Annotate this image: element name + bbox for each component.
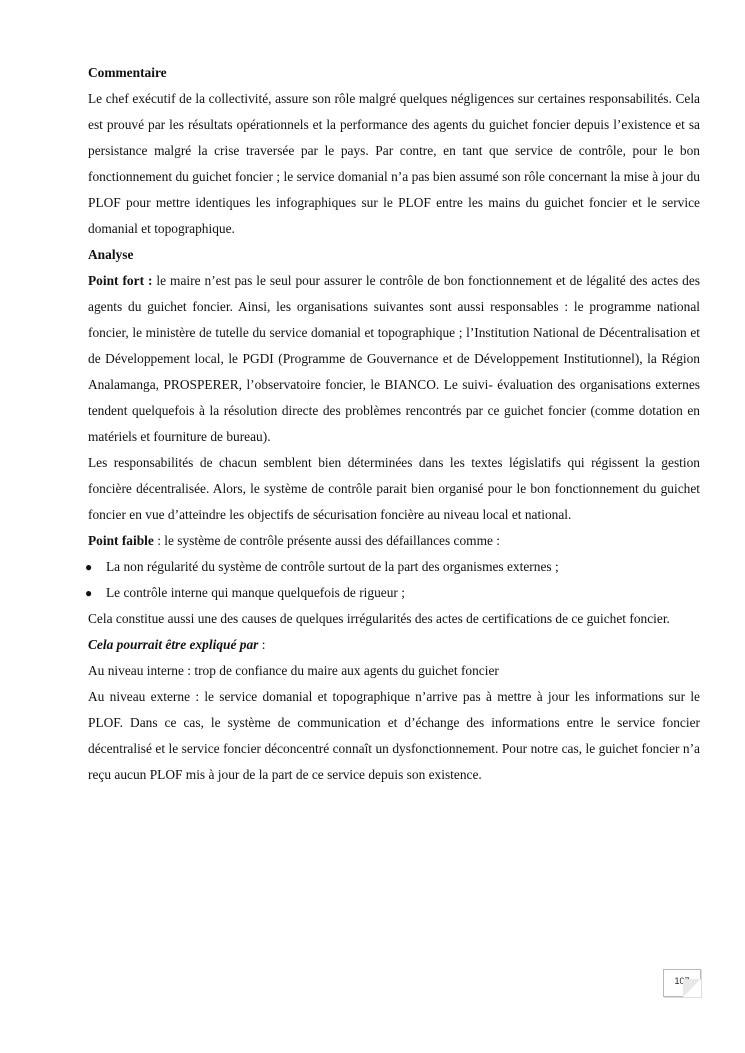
list-item [85, 580, 700, 606]
explique-label: Cela pourrait être expliqué par [88, 637, 259, 652]
responsabilites-paragraph: Les responsabilités de chacun semblent bien déterminées dans les textes législatifs qui régissent la gestion foncière décentralisée. Alors, le système de contrôle parait bien organisé pour le bon fonctionnement du guichet foncier en vue d’atteindre les objectifs de sécurisation foncière au niveau local et national. [88, 455, 700, 522]
causes-paragraph: Cela constitue aussi une des causes de quelques irrégularités des actes de certifications de ce guichet foncier. [88, 611, 670, 626]
page-content [85, 60, 700, 788]
page-number: 107 [663, 969, 701, 997]
bullet-icon: ● [85, 560, 93, 574]
point-fort-paragraph [88, 268, 700, 450]
point-faible-label: Point faible [88, 533, 154, 548]
explique-suffix: : [258, 637, 266, 652]
list-item [85, 554, 700, 580]
point-fort-label: Point fort : [88, 273, 153, 288]
point-fort-text: le maire n’est pas le seul pour assurer le contrôle de bon fonctionnement et de légalité des actes des agents du guichet foncier. Ainsi, les organisations suivantes sont aussi responsables : le programme national foncier, le ministère de tutelle du service domanial et topographique ; l’Institution National de Décentralisation et de Développement local, le PGDI (Programme de Gouvernance et de Développement Institutionnel), la Région Analamanga, PROSPERER, l’observatoire foncier, le BIANCO. Le suivi- évaluation des organisations externes tendent quelquefois à la résolution directe des problèmes rencontrés par ce guichet foncier (comme dotation en matériels et fourniture de bureau). [88, 273, 700, 444]
explique-paragraph [88, 632, 700, 658]
list-item-text: Le contrôle interne qui manque quelquefois de rigueur ; [106, 585, 405, 600]
list-item-text: La non régularité du système de contrôle surtout de la part des organismes externes ; [106, 559, 559, 574]
point-faible-paragraph [88, 528, 700, 554]
commentaire-paragraph: Le chef exécutif de la collectivité, assure son rôle malgré quelques négligences sur certaines responsabilités. Cela est prouvé par les résultats opérationnels et la performance des agents du guichet foncier depuis l’existence et sa persistance malgré la crise traversée par le pays. Par contre, en tant que service de contrôle, pour le bon fonctionnement du guichet foncier ; le service domanial n’a pas bien assumé son rôle concernant la mise à jour du PLOF pour mettre identiques les infographiques sur le PLOF entre les mains du guichet foncier et le service domanial et topographique. [88, 91, 700, 236]
point-faible-text: : le système de contrôle présente aussi des défaillances comme : [153, 533, 501, 548]
niveau-interne-paragraph: Au niveau interne : trop de confiance du maire aux agents du guichet foncier [88, 663, 499, 678]
bullet-icon: ● [85, 586, 93, 600]
heading-commentaire: Commentaire [88, 65, 167, 80]
niveau-externe-paragraph: Au niveau externe : le service domanial et topographique n’arrive pas à mettre à jour les informations sur le PLOF. Dans ce cas, le système de communication et d’échange des informations entre le service foncier décentralisé et le service foncier déconcentré connaît un dysfonctionnement. Pour notre cas, le guichet foncier n’a reçu aucun PLOF mis à jour de la part de ce service depuis son existence. [88, 689, 700, 782]
defaillances-list [85, 554, 700, 606]
heading-analyse: Analyse [88, 247, 134, 262]
